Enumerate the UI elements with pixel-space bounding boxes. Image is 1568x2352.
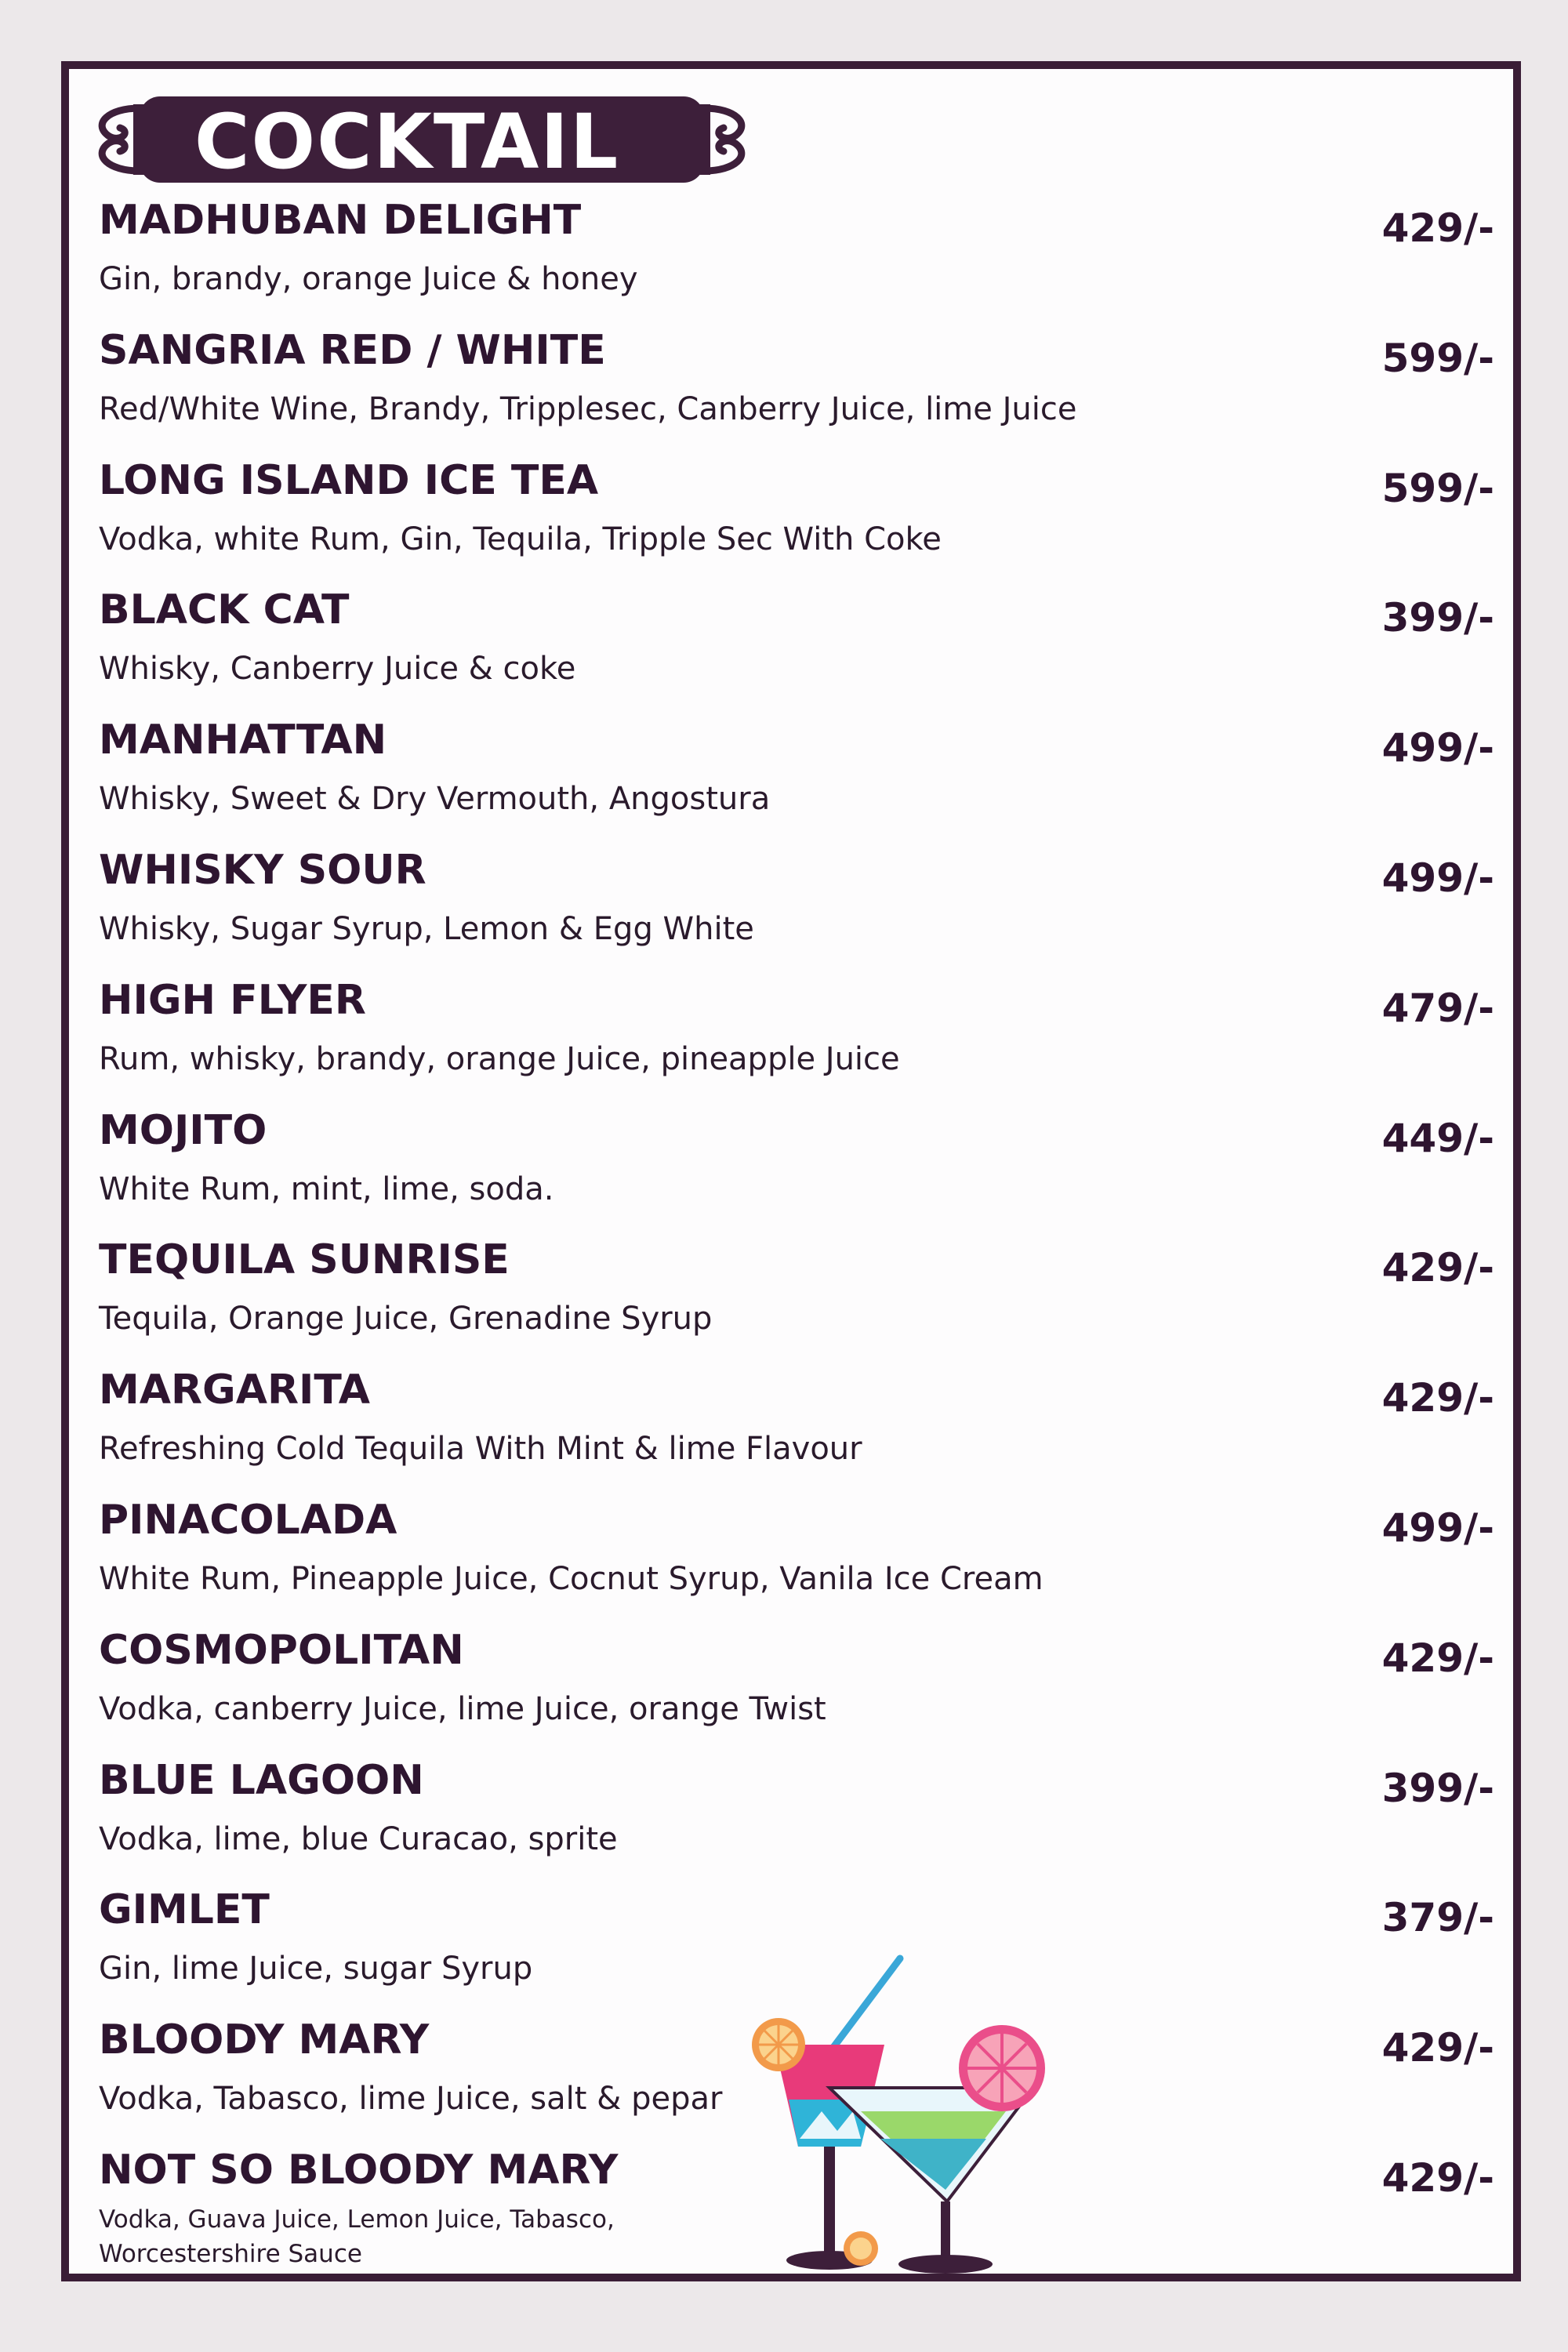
scroll-ornament-icon xyxy=(85,100,155,179)
item-description: Whisky, Sweet & Dry Vermouth, Angostura xyxy=(99,781,771,818)
item-price: 429/- xyxy=(1381,205,1494,251)
menu-item xyxy=(99,1753,1494,1883)
item-name: MANHATTAN xyxy=(99,717,387,764)
menu-item xyxy=(99,1232,1494,1363)
menu-title: COCKTAIL xyxy=(194,98,620,186)
item-price: 599/- xyxy=(1381,465,1494,511)
item-name: BLACK CAT xyxy=(99,586,350,634)
item-price: 429/- xyxy=(1381,2154,1494,2201)
item-name: MOJITO xyxy=(99,1106,267,1154)
item-description: Refreshing Cold Tequila With Mint & lime Flavour xyxy=(99,1431,862,1468)
menu-card xyxy=(61,61,1521,2281)
item-name: GIMLET xyxy=(99,1886,270,1934)
item-name: COSMOPOLITAN xyxy=(99,1626,464,1674)
item-price: 399/- xyxy=(1381,1765,1494,1811)
menu-item xyxy=(99,1363,1494,1493)
menu-item xyxy=(99,583,1494,713)
item-price: 499/- xyxy=(1381,1504,1494,1551)
item-price: 429/- xyxy=(1381,1375,1494,1421)
item-description: Tequila, Orange Juice, Grenadine Syrup xyxy=(99,1301,713,1338)
item-price: 499/- xyxy=(1381,855,1494,901)
item-description: Gin, lime Juice, sugar Syrup xyxy=(99,1951,533,1987)
item-price: 599/- xyxy=(1381,335,1494,381)
item-price: 429/- xyxy=(1381,1245,1494,1291)
item-description: Gin, brandy, orange Juice & honey xyxy=(99,261,638,297)
menu-item xyxy=(99,1103,1494,1233)
item-description: Whisky, Canberry Juice & coke xyxy=(99,651,576,688)
item-description: Vodka, lime, blue Curacao, sprite xyxy=(99,1820,618,1857)
menu-item xyxy=(99,713,1494,843)
scroll-ornament-icon xyxy=(688,100,759,179)
item-name: LONG ISLAND ICE TEA xyxy=(99,456,599,504)
menu-item xyxy=(99,1623,1494,1753)
item-description: Vodka, canberry Juice, lime Juice, orange Twist xyxy=(99,1690,826,1727)
item-description: Rum, whisky, brandy, orange Juice, pineapple Juice xyxy=(99,1040,900,1077)
item-price: 479/- xyxy=(1381,985,1494,1031)
item-price: 429/- xyxy=(1381,2025,1494,2071)
item-name: BLOODY MARY xyxy=(99,2016,430,2064)
item-name: HIGH FLYER xyxy=(99,976,366,1024)
menu-item xyxy=(99,193,1494,323)
item-price: 449/- xyxy=(1381,1115,1494,1161)
item-description: Vodka, Tabasco, lime Juice, salt & pepar xyxy=(99,2081,723,2118)
item-price: 399/- xyxy=(1381,595,1494,641)
menu-item xyxy=(99,843,1494,973)
item-description: Vodka, Guava Juice, Lemon Juice, Tabasco, Worcestershire Sauce xyxy=(99,2205,615,2268)
item-description: Whisky, Sugar Syrup, Lemon & Egg White xyxy=(99,910,754,947)
item-description: White Rum, mint, lime, soda. xyxy=(99,1171,554,1207)
menu-item xyxy=(99,973,1494,1103)
item-name: MADHUBAN DELIGHT xyxy=(99,197,582,244)
item-description: Vodka, white Rum, Gin, Tequila, Tripple Sec With Coke xyxy=(99,521,942,557)
menu-item xyxy=(99,1493,1494,1623)
item-name: BLUE LAGOON xyxy=(99,1756,424,1804)
item-description: Red/White Wine, Brandy, Tripplesec, Canberry Juice, lime Juice xyxy=(99,390,1077,427)
menu-header xyxy=(85,93,759,187)
item-price: 499/- xyxy=(1381,725,1494,771)
item-name: SANGRIA RED / WHITE xyxy=(99,326,606,374)
menu-item xyxy=(99,323,1494,453)
item-description: White Rum, Pineapple Juice, Cocnut Syrup, Vanila Ice Cream xyxy=(99,1560,1044,1597)
item-price: 429/- xyxy=(1381,1635,1494,1681)
item-name: MARGARITA xyxy=(99,1367,371,1414)
item-name: TEQUILA SUNRISE xyxy=(99,1236,510,1284)
menu-item xyxy=(99,453,1494,583)
item-price: 379/- xyxy=(1381,1895,1494,1941)
item-name: NOT SO BLOODY MARY xyxy=(99,2146,619,2194)
cocktail-glasses-icon xyxy=(743,1943,1104,2281)
item-name: WHISKY SOUR xyxy=(99,846,426,894)
item-name: PINACOLADA xyxy=(99,1496,397,1544)
